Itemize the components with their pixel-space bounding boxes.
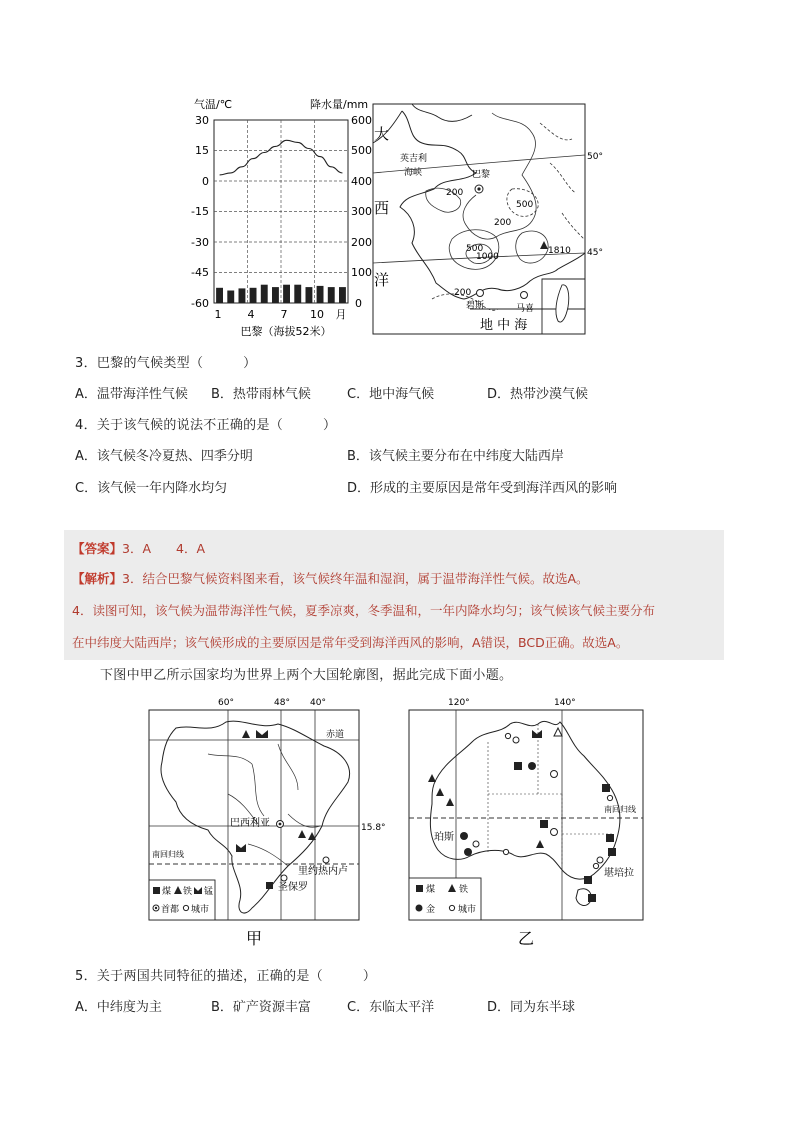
iron-icon — [436, 788, 444, 796]
legend-city-icon — [449, 905, 454, 910]
contour-label: 500 — [516, 200, 534, 210]
contour-label: 200 — [494, 218, 512, 228]
temp-tick: 15 — [195, 144, 209, 157]
precip-bar — [272, 287, 279, 303]
legend-capital-label: 首都 — [161, 905, 180, 915]
gold-icon — [528, 762, 536, 770]
precip-bar — [339, 287, 346, 303]
coal-icon — [266, 882, 273, 889]
answer-text: 3．A 4．A — [122, 541, 206, 556]
q4-option-c[interactable]: C．该气候一年内降水均匀 — [75, 481, 228, 496]
analysis-line-2: 4．读图可知，该气候为温带海洋性气候，夏季凉爽，冬季温和，一年内降水均匀；该气候该气候主要分布 — [72, 603, 655, 618]
precip-bar — [216, 288, 223, 303]
precip-bar — [283, 285, 290, 303]
legend-city-label: 城市 — [458, 905, 477, 915]
analysis-line-3: 在中纬度大陆西岸；该气候形成的主要原因是常年受到海洋西风的影响，A错误，BCD正确。故选A。 — [72, 635, 629, 650]
gold-icon — [551, 771, 558, 778]
q4-option-b[interactable]: B．该气候主要分布在中纬度大陆西岸 — [347, 449, 564, 464]
gold-icon — [513, 737, 519, 743]
capital-icon-dot — [279, 823, 282, 826]
iron-icon — [428, 774, 436, 782]
city-label-bisi: 碧斯 — [466, 301, 485, 311]
temp-tick: -15 — [191, 205, 209, 218]
city-label-saopaulo: 圣保罗 — [278, 882, 308, 893]
precip-tick: 100 — [351, 266, 372, 279]
precip-tick: 500 — [351, 144, 372, 157]
peak-icon — [540, 241, 548, 249]
legend-capital-dot — [155, 907, 157, 909]
analysis-text-1: 3．结合巴黎气候资料图来看，该气候终年温和湿润，属于温带海洋性气候。故选A。 — [122, 571, 589, 586]
precip-axis-title: 降水量/mm — [310, 98, 369, 111]
city-icon — [281, 875, 287, 881]
capital-icon — [597, 857, 603, 863]
month-tick: 4 — [247, 308, 255, 321]
map-caption-jia: 甲 — [245, 929, 263, 948]
france-map — [372, 103, 607, 336]
legend-gold-label: 金 — [426, 905, 436, 915]
lon-label: 120° — [448, 698, 470, 708]
legend-manganese-label: 锰 — [204, 887, 214, 897]
ocean-label-yang: 洋 — [374, 271, 390, 289]
legend-city-icon — [183, 905, 188, 910]
q5-option-c[interactable]: C．东临太平洋 — [347, 1000, 435, 1015]
manganese-icon — [532, 730, 542, 738]
precip-bar — [239, 288, 246, 303]
temp-tick: -45 — [191, 266, 209, 279]
legend-city-label: 城市 — [191, 905, 210, 915]
q5-option-a[interactable]: A．中纬度为主 — [75, 1000, 162, 1015]
legend-coal-label: 煤 — [162, 887, 172, 897]
temp-tick-labels — [191, 114, 209, 310]
legend-coal-icon — [416, 885, 423, 892]
precip-tick: 300 — [351, 205, 372, 218]
q5-option-b[interactable]: B．矿产资源丰富 — [211, 1000, 311, 1015]
manganese-icon — [236, 844, 246, 852]
q3-option-d[interactable]: D．热带沙漠气候 — [487, 387, 589, 402]
legend-coal-icon — [153, 887, 160, 894]
answer-tag: 【答案】 — [72, 541, 123, 556]
city-icon — [323, 857, 329, 863]
city-icon — [607, 795, 612, 800]
q5-stem: 5．关于两国共同特征的描述，正确的是（ ） — [75, 969, 377, 984]
contour-label: 200 — [446, 188, 464, 198]
peak-elevation-label: 1810 — [548, 246, 571, 256]
month-tick: 10 — [310, 308, 324, 321]
city-marker-icon — [477, 290, 484, 297]
map-yi — [408, 694, 648, 949]
coal-icon — [602, 784, 610, 792]
climate-chart — [186, 92, 372, 342]
corsica — [556, 285, 569, 322]
q3-option-c[interactable]: C．地中海气候 — [347, 387, 435, 402]
temp-tick: 30 — [195, 114, 209, 127]
q4-stem: 4．关于该气候的说法不正确的是（ ） — [75, 418, 337, 433]
contour-dashed-north — [540, 123, 584, 239]
legend-coal-label: 煤 — [426, 885, 436, 895]
precip-tick: 0 — [355, 297, 362, 310]
city-label-rio: 里约热内卢 — [298, 866, 348, 877]
paris-label: 巴黎 — [472, 170, 491, 180]
ocean-label-da: 大 — [374, 125, 390, 143]
capital-label: 巴西利亚 — [230, 818, 270, 829]
tropic-label: 南回归线 — [152, 850, 184, 859]
answer-line — [72, 539, 205, 557]
paris-marker-dot — [477, 187, 480, 190]
q3-stem: 3．巴黎的气候类型（ ） — [75, 356, 257, 371]
temp-tick: -30 — [191, 236, 209, 249]
city-marker-icon — [521, 292, 528, 299]
city-icon — [505, 733, 510, 738]
lon-label: 48° — [274, 698, 290, 708]
q4-option-d[interactable]: D．形成的主要原因是常年受到海洋西风的影响 — [347, 481, 618, 496]
precip-bar — [328, 287, 335, 303]
month-tick-labels — [215, 308, 347, 321]
equator-label: 赤道 — [326, 730, 345, 740]
q5-option-d[interactable]: D．同为东半球 — [487, 1000, 576, 1015]
state-borders — [488, 724, 614, 864]
month-tick: 月 — [335, 308, 347, 321]
temp-tick: -60 — [191, 297, 209, 310]
strait-label-1: 英吉利 — [400, 154, 428, 164]
gold-icon — [551, 829, 558, 836]
precip-tick: 600 — [351, 114, 372, 127]
grid-lines — [214, 120, 348, 303]
analysis-tag: 【解析】 — [72, 571, 123, 586]
q4-option-a[interactable]: A．该气候冬冷夏热、四季分明 — [75, 449, 253, 464]
coal-icon — [514, 762, 522, 770]
precip-tick-labels — [351, 114, 372, 310]
month-tick: 1 — [214, 308, 222, 321]
contour-label: 500 — [466, 244, 484, 254]
lon-label: 140° — [554, 698, 576, 708]
australia-outline — [430, 721, 620, 879]
coal-icon — [584, 876, 592, 884]
sea-label-med: 地 中 海 — [480, 318, 528, 333]
map-caption-yi: 乙 — [517, 929, 535, 948]
bauxite-icon — [473, 841, 479, 847]
gold-icon — [460, 832, 468, 840]
precip-bar — [317, 286, 324, 303]
lat-label: 15.8° — [361, 823, 386, 833]
iron-icon — [298, 830, 306, 838]
temp-axis-title: 气温/℃ — [194, 98, 233, 111]
intro-text: 下图中甲乙所示国家均为世界上两个大国轮廓图，据此完成下面小题。 — [100, 668, 513, 683]
coal-icon — [608, 848, 616, 856]
precip-bar — [261, 285, 268, 303]
precip-tick: 400 — [351, 175, 372, 188]
coal-icon — [540, 820, 548, 828]
precip-tick: 200 — [351, 236, 372, 249]
city-label-perth: 珀斯 — [434, 832, 454, 843]
city-icon — [593, 863, 598, 868]
precip-bar — [250, 288, 257, 303]
iron-icon — [242, 730, 250, 738]
tropic-label: 南回归线 — [604, 805, 636, 814]
lat-50-label: 50° — [587, 152, 603, 162]
coal-icon — [588, 894, 596, 902]
precip-bar — [306, 287, 313, 303]
iron-icon — [446, 798, 454, 806]
q3-option-a[interactable]: A．温带海洋性气候 — [75, 387, 188, 402]
q3-option-b[interactable]: B．热带雨林气候 — [211, 387, 311, 402]
lat-45-label: 45° — [587, 248, 603, 258]
gold-icon — [464, 848, 472, 856]
precip-bar — [294, 285, 301, 303]
city-icon — [503, 849, 508, 854]
manganese-icon — [256, 730, 268, 738]
legend-gold-icon — [416, 905, 423, 912]
map-jia — [148, 694, 386, 949]
temp-tick: 0 — [202, 175, 209, 188]
coastline — [400, 111, 585, 299]
legend-iron-label: 铁 — [459, 885, 469, 895]
coal-icon — [606, 834, 614, 842]
contour-label: 1000 — [476, 252, 499, 262]
map-frame — [373, 104, 585, 334]
legend-iron-label: 铁 — [183, 887, 193, 897]
ocean-label-xi: 西 — [374, 199, 390, 217]
precip-bar — [227, 291, 234, 304]
iron-icon — [536, 840, 544, 848]
contour-label: 200 — [454, 288, 472, 298]
strait-label-2: 海峡 — [404, 168, 423, 178]
chart-caption: 巴黎（海拔52米） — [240, 325, 332, 338]
lon-label: 60° — [218, 698, 234, 708]
analysis-line-1 — [72, 569, 589, 587]
city-label-canberra: 堪培拉 — [604, 868, 634, 879]
lon-label: 40° — [310, 698, 326, 708]
month-tick: 7 — [280, 308, 288, 321]
city-label-maxi: 马喜 — [516, 304, 535, 314]
bauxite-icon — [554, 728, 562, 736]
